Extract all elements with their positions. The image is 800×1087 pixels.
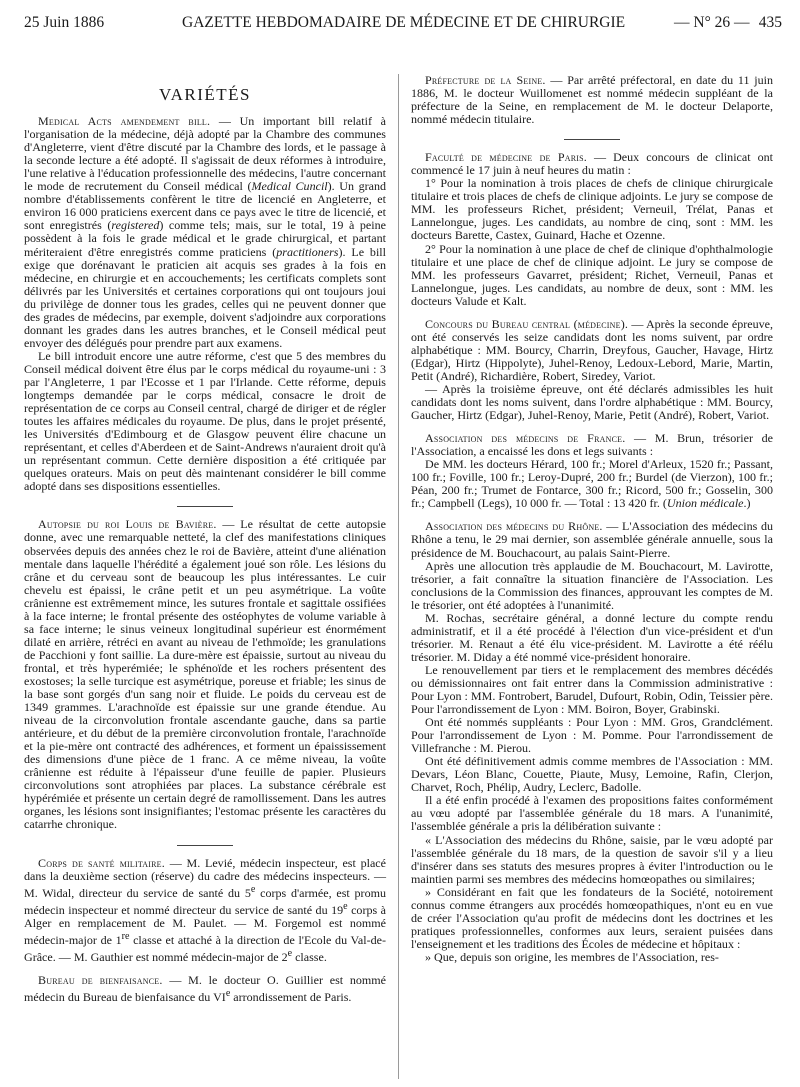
- article-prefecture: [411, 74, 773, 126]
- article-corps-sante: [24, 857, 386, 964]
- article-text: — Deux concours de clinicat ont commencé le 17 juin à neuf heures du matin :: [411, 150, 773, 178]
- article-text: corps à Alger en remplacement de M. Paulet. — M. Forgemol est nommé médecin-major de 1: [24, 902, 386, 947]
- article-text: — Un important bill relatif à l'organisation de la médecine, déjà adopté par la Chambre des communes d'Angleterre, vient d'être discuté par la Chambre des lords, et le passage à la seconde lecture a été adopté. Il s'agissait de deux réformes à introduire, l'une relative à l'éducation professionnelle des médecins, l'autre concernant le mode de recrutement du Conseil médical (: [24, 114, 386, 194]
- article-text: — M. Brun, trésorier de l'Association, a encaissé les dons et legs suivants :: [411, 431, 773, 459]
- column-divider: [398, 74, 399, 1079]
- separator-rule: [177, 845, 233, 846]
- article-text-italic: practitioners: [276, 244, 339, 259]
- article-text: De MM. les docteurs Hérard, 100 fr.; Morel d'Arleux, 1520 fr.; Passant, 100 fr.; Foville, 100 fr.; Leroy-Dupré, 200 fr.; Burdel (de Vierzon), 100 fr.; Péan, 200 fr.; Trumet de Fontarce, 300 fr.; Ricord, 500 fr.; Gosselin, 300 fr.; Campbell (Legs), 10 000 fr. — Total : 13 420 fr. (: [411, 457, 773, 511]
- article-paragraph: Ont été nommés suppléants : Pour Lyon : MM. Gros, Grandclément. Pour l'arrondissement de Lyon : M. Pomme. Pour l'arrondissement de Villefranche : M. Pierou.: [411, 715, 773, 756]
- superscript: e: [225, 987, 231, 999]
- article-text: — Après la seconde épreuve, ont été conservés les seize candidats dont les noms suivent, par ordre alphabétique : MM. Bourcy, Charrin, Dreyfous, Gaucher, Havage, Hirtz (Edgar), Hirtz (Hippolyte), Juhel-Renoy, Ledoux-Lebord, Marie, Martin, Petit (André), Richardière, Robert, Siredey, Variot.: [411, 316, 774, 383]
- article-faculte: [411, 151, 773, 177]
- article-text: — L'Association des médecins du Rhône a tenu, le 29 mai dernier, son assemblée générale annuelle, sous la présidence de M. Bouchacourt, au palais Saint-Pierre.: [411, 519, 773, 560]
- issue-number: — N° 26 —: [674, 14, 750, 31]
- journal-title: GAZETTE HEBDOMADAIRE DE MÉDECINE ET DE CHIRURGIE: [182, 14, 626, 31]
- superscript: e: [287, 947, 293, 959]
- page-header: [24, 14, 782, 38]
- article-text: arrondissement de Paris.: [230, 989, 352, 1004]
- article-paragraph: M. Rochas, secrétaire général, a donné lecture du compte rendu administratif, et il a été procédé à l'élection d'un vice-président et d'un trésorier. M. Renaut a été élu vice-président. M. Lavirotte a été réélu trésorier. M. Diday a été nommé vice-président honoraire.: [411, 610, 773, 664]
- page-number: 435: [758, 14, 782, 31]
- article-text: — Par arrêté préfectoral, en date du 11 juin 1886, M. le docteur Wuillomenet est nommé médecin suppléant de la préfecture de la Seine, en remplacement de M. le docteur Delaporte, nommé médecin titulaire.: [411, 73, 773, 127]
- superscript: re: [121, 930, 130, 942]
- article-paragraph: » Que, depuis son origine, les membres de l'Association, res-: [425, 949, 719, 964]
- article-heading: Medical Acts amendement bill.: [38, 114, 211, 129]
- left-column: [24, 62, 386, 1004]
- article-heading: Autopsie du roi Louis de Bavière.: [38, 517, 217, 532]
- article-heading: Concours du Bureau central (médecine).: [425, 316, 629, 331]
- article-text: corps d'armée, est promu médecin inspecteur et nommé directeur du service de santé du 19: [24, 885, 386, 917]
- article-paragraph: Il a été enfin procédé à l'examen des propositions faites conformément au vœu adopté par l'assemblée générale du 18 mars. A l'unanimité, l'assemblée générale a pris la délibération suivante :: [411, 793, 773, 834]
- article-paragraph: Le renouvellement par tiers et le remplacement des membres décédés ou démissionnaires ont fait entrer dans la Commission administrative : Pour Lyon : MM. Fontrobert, Barudel, Dufourt, Robin, Odin, Teissier père. Pour l'arrondissement de Lyon : MM. Boiron, Boyer, Grabinski.: [411, 662, 773, 717]
- article-autopsie: [24, 518, 386, 831]
- article-paragraph: 1° Pour la nomination à trois places de chefs de clinique chirurgicale titulaire et trois places de chefs de clinique adjoints. Le jury se compose de MM. les professeurs Richet, président; Verneuil, Trélat, Panas et Lannelongue, juges. Les candidats, au nombre de cinq, sont : MM. les docteurs Barette, Castex, Guinard, Hache et Ozenne.: [411, 176, 773, 243]
- source-citation: Union médicale: [666, 496, 744, 511]
- superscript: e: [343, 900, 348, 912]
- article-paragraph: 2° Pour la nomination à une place de chef de clinique d'ophthalmologie titulaire et une place de chef de clinique adjoint. Le jury se compose de MM. les professeurs Gavarret, président; Richet, Verneuil, Panas et Lannelongue, juges. Les candidats, au nombre de deux, sont : MM. les docteurs Valude et Kalt.: [411, 241, 773, 308]
- separator-rule: [177, 506, 233, 507]
- separator-rule: [564, 139, 620, 140]
- article-text-italic: Medical Cuncil: [251, 179, 328, 194]
- article-paragraph: Après une allocution très applaudie de M. Bouchacourt, M. Lavirotte, trésorier, a fait connaître la situation financière de l'Association. Les conclusions de la Commission des finances, approuvant les comptes de M. le trésorier, ont été adoptées à l'unanimité.: [411, 558, 773, 612]
- article-text: .): [743, 496, 751, 511]
- article-paragraph: » Considérant en fait que les fondateurs de la Société, notoirement connus comme étrangers aux procédés homœopathiques, n'ont eu en vue de créer l'Association qu'au profit de médecins dont les doctrines et les pratiques professionnelles, conformes aux leurs, seraient puisées dans l'enseignement et les traditions des Écoles de médecine et hôpitaux :: [411, 884, 773, 951]
- article-heading: Préfecture de la Seine.: [425, 73, 546, 87]
- article-bienfaisance: [24, 974, 386, 1004]
- donation-list: [411, 458, 773, 510]
- article-concours: [411, 318, 773, 383]
- article-heading: Bureau de bienfaisance.: [38, 972, 163, 987]
- article-text: — Le résultat de cette autopsie donne, avec une remarquable netteté, la clef des manifestations cliniques observées depuis des années chez le roi de Bavière, atteint d'une aliénation mentale dans laquelle l'hérédité a également joué son rôle. Les lésions du crâne et du cerveau sont de beaucoup les plus intéressantes. Le cuir chevelu est épaissi, le crâne petit et un peu asymétrique. La voûte crânienne est extrêmement mince, les sutures frontale et sagittale ossifiées à la face interne; le frontal présente des ostéophytes de volume variable à sa face interne; le sinus veineux longitudinal supérieur est énormément dilaté en arrière, rétréci en avant au niveau de l'ethmoïde; les granulations de Pacchioni y font saillie. La dure-mère est épaissie, surtout au niveau du frontal, et très hyperémiée; le sphénoïde et les rochers présentent des exostoses; la selle turcique est asymétrique, poreuse et friable; les sinus de la base sont gorgés d'un sang noir et fluide. Le poids du cerveau est de 1349 grammes. L'arachnoïde est épaissie sur une grande étendue. Au niveau de la circonvolution frontale ascendante gauche, dans sa partie antérieure, et du début de la première circonvolution frontale, l'arachnoïde et la pie-mère ont contracté des adhérences, et forment un épaississement des dimensions d'une pièce de 1 franc. A ce même niveau, la voûte crânienne est réduite à l'épaisseur d'une feuille de papier. Plusieurs circonvolutions sont atrophiées par places. La substance cérébrale est hypérémiée et présente un certain degré de ramollissement. Dans les autres organes, les lésions sont insignifiantes; l'estomac présente les caractères du catarrhe chronique.: [24, 517, 386, 832]
- article-heading: Association des médecins de France.: [425, 431, 626, 446]
- article-paragraph: Ont été définitivement admis comme membres de l'Association : MM. Devars, Léon Blanc, Couette, Piaute, Musy, Lemoine, Rafin, Clerjon, Charvet, Roch, Phélip, Audry, Leclerc, Badolle.: [411, 754, 773, 795]
- article-text-italic: registered: [111, 218, 160, 233]
- article-text: — M. le docteur O. Guillier est nommé médecin du Bureau de bienfaisance du VI: [24, 972, 386, 1004]
- right-column: [411, 74, 773, 964]
- article-text: — M. Levié, médecin inspecteur, est placé dans la deuxième section (réserve) du cadre des médecins inspecteurs. — M. Widal, directeur du service de santé du 5: [24, 855, 386, 900]
- article-text: ) comme tels; mais, sur le total, 19 à peine possèdent à la fois le grade médical et le grade chirurgical, et partant mériteraient d'être enregistrés comme praticiens (: [24, 218, 386, 259]
- article-association-rhone: [411, 520, 773, 559]
- article-medical-acts: [24, 115, 386, 350]
- article-text: classe et attaché à la direction de l'Ecole du Val-de-Grâce. — M. Gauthier est nommé médecin-major de 2: [24, 932, 386, 964]
- article-heading: Faculté de médecine de Paris.: [425, 150, 588, 165]
- article-text: ). Un grand nombre d'établissements confèrent le titre de licencié en Angleterre, et environ 16 000 praticiens exercent dans ce pays avec le titre de licencié, et sont enregistrés (: [24, 179, 387, 233]
- article-paragraph: Le bill introduit encore une autre réforme, c'est que 5 des membres du Conseil médical doivent être élus par le corps médical du royaume-uni : 3 par l'Angleterre, 1 par l'Ecosse et 1 par l'Irlande. Cette réforme, depuis longtemps demandée par le corps médical, consacre le droit de représentation de ce corps au Conseil central, chargé de diriger et de régler toutes les affaires médicales du royaume. De plus, dans le projet présenté, les Universités d'Edimbourg et de Glasgow peuvent élire chacune un représentant, et celles d'Aberdeen et de Saint-Andrews n'auraient droit qu'à un représentant commun. Cette dernière disposition a été critiquée par quelques orateurs. Mais on peut dès maintenant considérer le bill comme adopté dans ses dispositions essentielles.: [24, 348, 386, 494]
- section-title: VARIÉTÉS: [159, 85, 251, 104]
- article-text: ). Le bill exige que dorénavant le praticien ait acquis ses grades à la fois en médecine, en chirurgie et en accouchements; les certificats complets sont délivrés par les Universités et certaines corporations qui ont toujours joui du privilège de donner tous les grades, celles qui ne peuvent donner que des grades de médecins, par exemple, doivent s'adjoindre aux corporations donnant les grades dans les autres branches, et le Conseil médical peut envoyer des délégués pour prendre part aux examens.: [24, 244, 386, 350]
- issue-date: 25 Juin 1886: [24, 14, 105, 31]
- article-association-france: [411, 432, 773, 458]
- article-paragraph: — Après la troisième épreuve, ont été déclarés admissibles les huit candidats dont les noms suivent, dans l'ordre alphabétique : MM. Bourcy, Gaucher, Hirtz (Edgar), Juhel-Renoy, Marie, Petit (André), Robert, Variot.: [411, 381, 773, 423]
- article-heading: Corps de santé militaire.: [38, 855, 165, 870]
- superscript: e: [250, 883, 256, 895]
- article-heading: Association des médecins du Rhône.: [425, 519, 603, 534]
- article-paragraph: « L'Association des médecins du Rhône, saisie, par le vœu adopté par l'assemblée générale du 18 mars, de la question de savoir s'il y a lieu d'insérer dans ses statuts des mesures propres à éviter l'introduction ou le maintien parmi ses membres des médecins homœopathes ou similaires;: [411, 832, 773, 886]
- article-text: classe.: [292, 949, 327, 964]
